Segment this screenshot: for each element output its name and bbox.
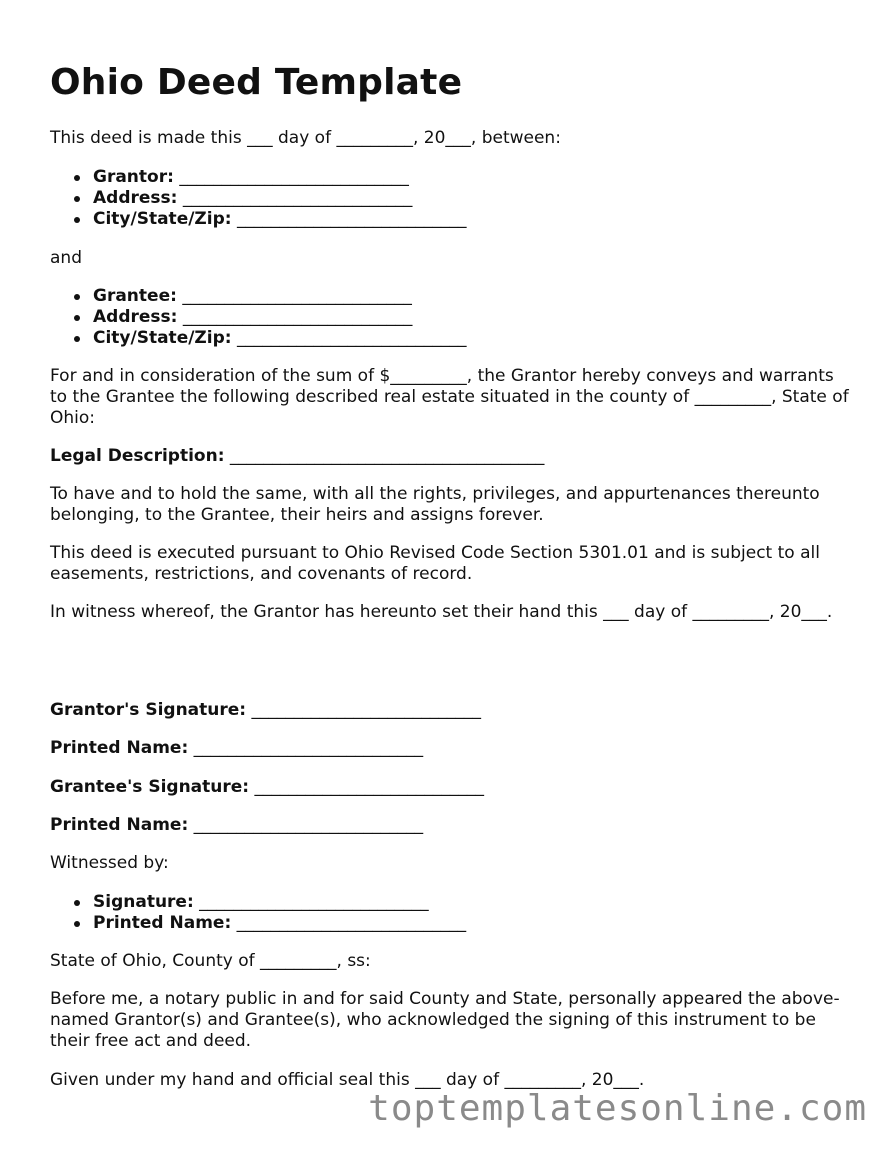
grantee-printed-name-line: Printed Name: ___________________________ (50, 815, 424, 835)
seal-line: Given under my hand and official seal this ___ day of _________, 20___. (50, 1070, 645, 1090)
and-text: and (50, 248, 82, 268)
document-title: Ohio Deed Template (50, 62, 463, 103)
list-item: City/State/Zip: ___________________________ (93, 209, 467, 229)
grantor-list (50, 167, 466, 230)
habendum-paragraph: To have and to hold the same, with all the rights, privileges, and appurtenances thereunto belonging, to the Grantee, their heirs and assigns forever. (50, 484, 820, 525)
list-item: Grantee: ___________________________ (93, 286, 466, 307)
witness-clause: In witness whereof, the Grantor has hereunto set their hand this ___ day of _________, 20___. (50, 602, 833, 622)
grantee-list (50, 286, 466, 349)
list-item: Printed Name: ___________________________ (93, 913, 467, 933)
list-item: Signature: ___________________________ (93, 892, 466, 913)
grantor-signature-line: Grantor's Signature: ___________________________ (50, 700, 482, 720)
grantee-signature-line: Grantee's Signature: ___________________________ (50, 777, 485, 797)
witness-list (50, 892, 466, 934)
grantor-printed-name-line: Printed Name: ___________________________ (50, 738, 424, 758)
list-item: City/State/Zip: ___________________________ (93, 328, 467, 348)
notary-paragraph: Before me, a notary public in and for said County and State, personally appeared the above-named Grantor(s) and Grantee(s), who acknowledged the signing of this instrument to be their free act and deed. (50, 989, 840, 1051)
venue-line: State of Ohio, County of _________, ss: (50, 951, 371, 971)
list-item: Address: ___________________________ (93, 307, 466, 328)
intro-paragraph: This deed is made this ___ day of _________, 20___, between: (50, 128, 561, 148)
consideration-paragraph: For and in consideration of the sum of $_________, the Grantor hereby conveys and warrants to the Grantee the following described real estate situated in the county of _________, State of Ohio: (50, 366, 849, 428)
list-item: Address: ___________________________ (93, 188, 466, 209)
legal-description: Legal Description: _____________________________________ (50, 446, 545, 466)
list-item: Grantor: ___________________________ (93, 167, 466, 188)
statute-paragraph: This deed is executed pursuant to Ohio Revised Code Section 5301.01 and is subject to all easements, restrictions, and covenants of record. (50, 543, 820, 584)
watermark: toptemplatesonline.com (368, 1088, 867, 1129)
witnessed-by-label: Witnessed by: (50, 853, 169, 873)
